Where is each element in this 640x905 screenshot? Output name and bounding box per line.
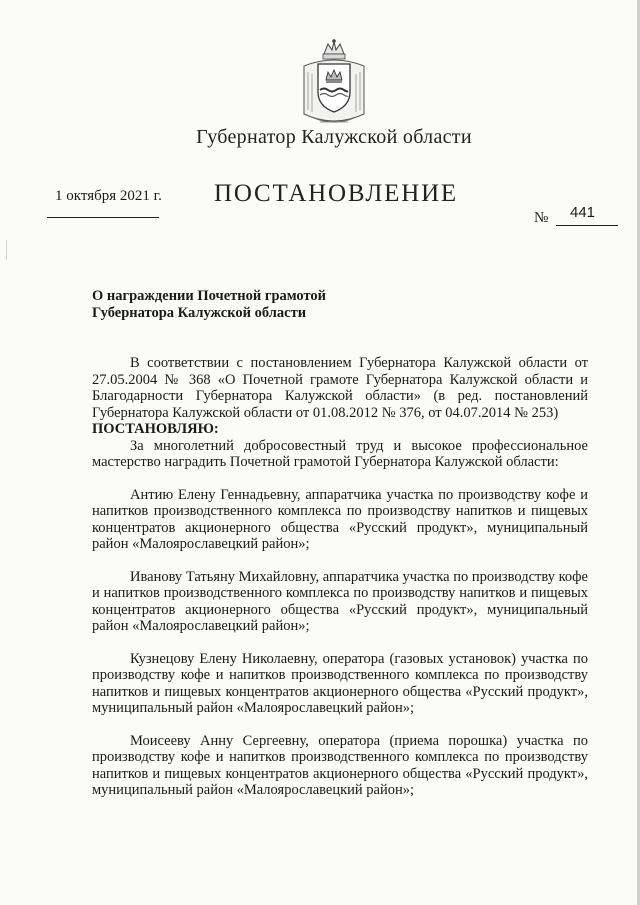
subject-line: Губернатора Калужской области: [92, 305, 307, 321]
coat-of-arms-icon: [298, 36, 370, 130]
awardee-paragraph: Моисееву Анну Сергеевну, оператора (приема порошка) участка по производству кофе и напитков производственного комплекса по производству напитков и пищевых концентратов акционерного общества «Русский продукт», муниципальный район «Малоярославецкий район»;: [92, 732, 588, 798]
preamble-paragraph: В соответствии с постановлением Губернатора Калужской области от 27.05.2004 № 368 «О Почетной грамоте Губернатора Калужской области и Благодарности Губернатора Калужской области» (в ред. постановлений Губернатора Калужской области от 01.08.2012 № 376, от 04.07.2014 № 253): [92, 355, 588, 421]
number-underline: [556, 225, 618, 226]
date-underline: [47, 217, 159, 218]
awardee-paragraph: Антию Елену Геннадьевну, аппаратчика участка по производству кофе и напитков производственного комплекса по производству напитков и пищевых концентратов акционерного общества «Русский продукт», муниципальный район «Малоярославецкий район»;: [92, 486, 588, 552]
subject-line: О награждении Почетной грамотой: [92, 288, 327, 304]
scan-mark: [6, 240, 7, 260]
awardee-paragraph: Иванову Татьяну Михайловну, аппаратчика участка по производству кофе и напитков производственного комплекса по производству напитков и пищевых концентратов акционерного общества «Русский продукт», муниципальный район «Малоярославецкий район»;: [92, 568, 588, 634]
document-type-heading: ПОСТАНОВЛЕНИЕ: [214, 180, 459, 207]
document-body: [92, 355, 588, 799]
number-sign: №: [534, 210, 549, 226]
decree-word: ПОСТАНОВЛЯЮ:: [92, 421, 219, 437]
awardee-paragraph: Кузнецову Елену Николаевну, оператора (газовых установок) участка по производству кофе и напитков производственного комплекса по производству напитков и пищевых концентратов акционерного общества «Русский продукт», муниципальный район «Малоярославецкий район»;: [92, 650, 588, 716]
document-date: 1 октября 2021 г.: [55, 188, 162, 204]
document-number: 441: [570, 204, 596, 221]
authority-title: Губернатор Калужской области: [196, 126, 472, 148]
intro-paragraph: За многолетний добросовестный труд и высокое профессиональное мастерство наградить Почетной грамотой Губернатора Калужской области:: [92, 437, 588, 470]
document-subject: [92, 288, 412, 322]
